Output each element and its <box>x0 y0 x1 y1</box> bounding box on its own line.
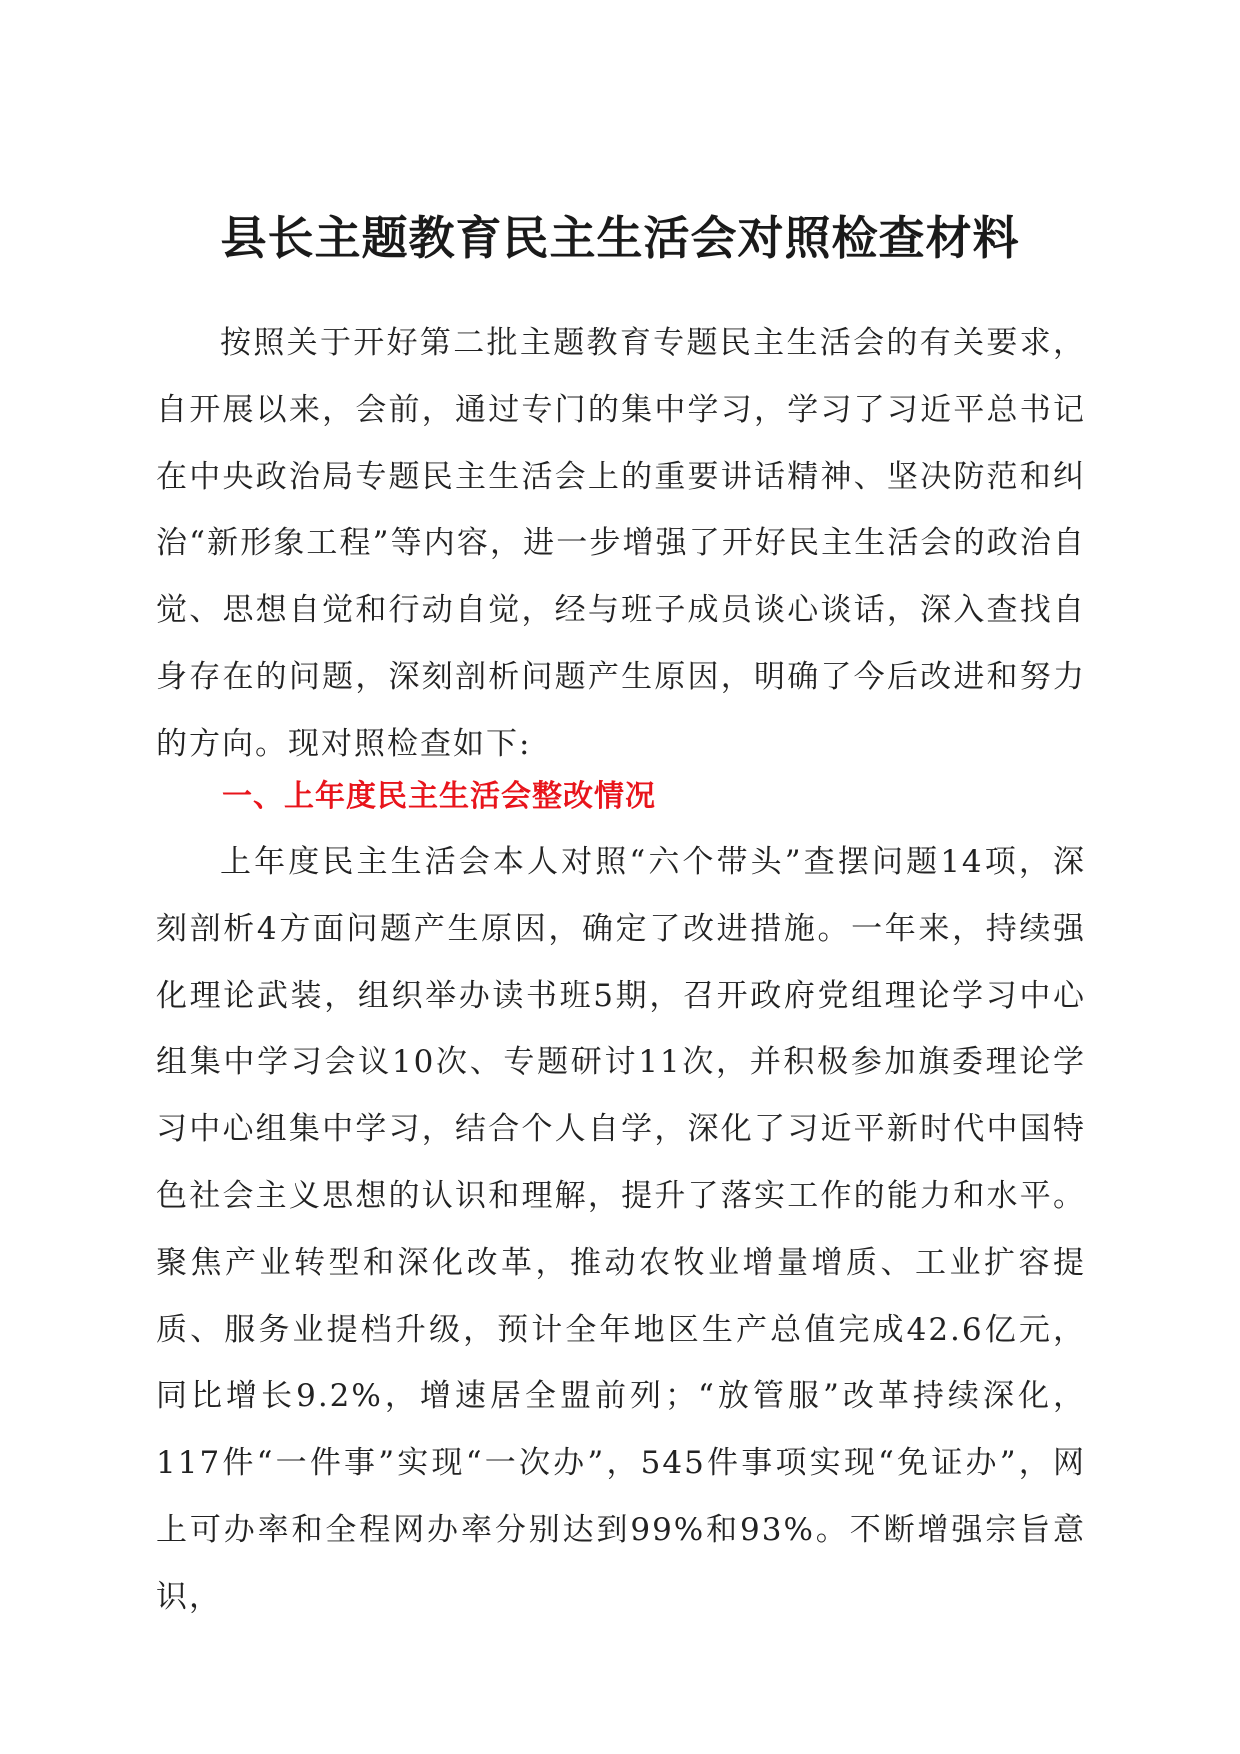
section-paragraph: 上年度民主生活会本人对照“六个带头”查摆问题14项，深刻剖析4方面问题产生原因，确定了改进措施。一年来，持续强化理论武装，组织举办读书班5期，召开政府党组理论学习中心组集中学习会议10次、专题研讨11次，并积极参加旗委理论学习中心组集中学习，结合个人自学，深化了习近平新时代中国特色社会主义思想的认识和理解，提升了落实工作的能力和水平。聚焦产业转型和深化改革，推动农牧业增量增质、工业扩容提质、服务业提档升级，预计全年地区生产总值完成42.6亿元，同比增长9.2%，增速居全盟前列；“放管服”改革持续深化，117件“一件事”实现“一次办”，545件事项实现“免证办”，网上可办率和全程网办率分别达到99%和93%。不断增强宗旨意识， <box>156 844 1086 1615</box>
section-heading: 一、上年度民主生活会整改情况 <box>222 779 656 814</box>
document-title: 县长主题教育民主生活会对照检查材料 <box>220 211 1020 265</box>
intro-paragraph: 按照关于开好第二批主题教育专题民主生活会的有关要求，自开展以来，会前，通过专门的集中学习，学习了习近平总书记在中央政治局专题民主生活会上的重要讲话精神、坚决防范和纠治“新形象工程”等内容，进一步增强了开好民主生活会的政治自觉、思想自觉和行动自觉，经与班子成员谈心谈话，深入查找自身存在的问题，深刻剖析问题产生原因，明确了今后改进和努力的方向。现对照检查如下: <box>156 325 1086 762</box>
